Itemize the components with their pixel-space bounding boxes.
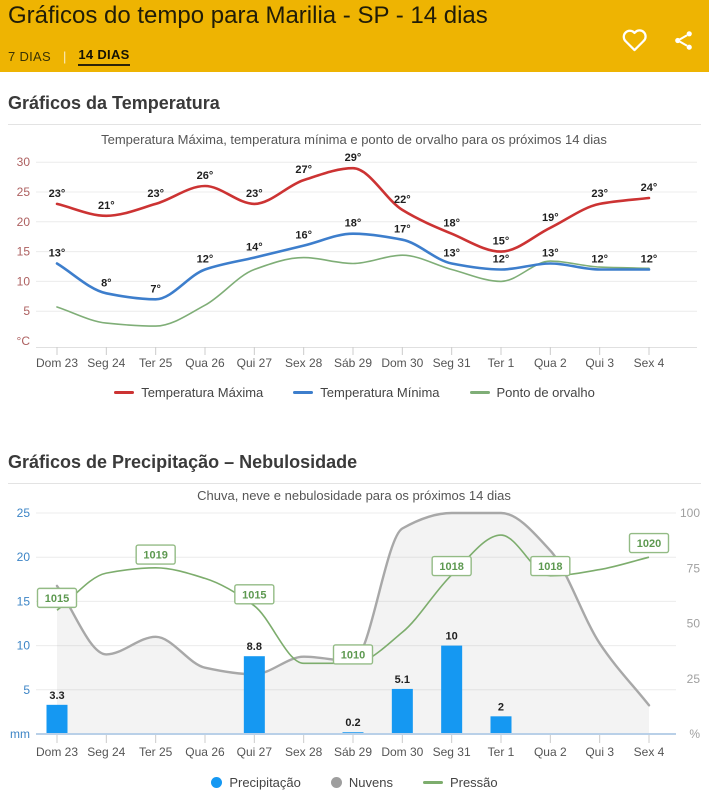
- y-axis-label: 5: [23, 304, 30, 319]
- pressure-label-value: 1018: [538, 561, 563, 574]
- pressure-label-value: 1015: [242, 589, 267, 602]
- x-axis-label: Qui 3: [585, 356, 615, 370]
- x-axis-label: Dom 30: [381, 745, 424, 759]
- legend-item[interactable]: [211, 775, 301, 790]
- left-axis-label: 5: [23, 682, 30, 697]
- heart-icon[interactable]: [621, 28, 648, 53]
- legend-marker: [470, 391, 490, 394]
- legend-label: Temperatura Máxima: [141, 384, 264, 400]
- legend-item[interactable]: [293, 385, 439, 400]
- legend-item[interactable]: [423, 775, 498, 790]
- x-axis-label: Dom 23: [35, 356, 79, 370]
- legend-label: Pressão: [449, 774, 498, 790]
- point-label: 19°: [542, 211, 559, 224]
- left-axis-label: 10: [16, 638, 30, 653]
- x-axis-label: Qua 26: [185, 745, 225, 759]
- bar-value-label: 5.1: [394, 673, 410, 686]
- temperature-legend: [0, 381, 709, 403]
- right-axis-unit: %: [689, 727, 700, 741]
- point-label: 13°: [48, 247, 66, 260]
- point-label: 21°: [98, 199, 115, 212]
- legend-item[interactable]: [114, 385, 263, 400]
- precipitation-bar: [441, 646, 462, 734]
- x-axis-label: Qui 3: [585, 745, 615, 759]
- temp-chart-title: Temperatura Máxima, temperatura mínima e ponto de orvalho para os próximos 14 dias: [101, 132, 607, 147]
- point-label: 24°: [640, 181, 658, 194]
- left-axis-label: 25: [16, 506, 30, 520]
- temperature-chart: [0, 129, 709, 373]
- right-axis-label: 75: [686, 561, 700, 576]
- point-label: 22°: [394, 193, 411, 206]
- precipitation-bar: [47, 705, 68, 734]
- pressure-label-value: 1020: [636, 538, 662, 551]
- point-label: 7°: [150, 283, 161, 296]
- left-axis-label: 20: [16, 550, 30, 565]
- left-axis-unit: mm: [10, 727, 30, 741]
- point-label: 23°: [246, 187, 263, 200]
- point-label: 23°: [48, 187, 66, 200]
- bar-value-label: 8.8: [246, 641, 262, 654]
- point-label: 12°: [591, 253, 608, 266]
- x-axis-label: Ter 25: [138, 745, 173, 759]
- x-axis-label: Qui 27: [236, 745, 273, 759]
- x-axis-label: Qua 2: [533, 745, 567, 759]
- precipitation-bar: [244, 656, 265, 734]
- point-label: 12°: [196, 253, 214, 266]
- bar-value-label: 10: [445, 630, 458, 643]
- y-axis-unit: °C: [16, 334, 30, 348]
- x-axis-label: Qua 26: [185, 356, 225, 370]
- x-axis-label: Qua 2: [533, 356, 567, 370]
- legend-marker: [211, 777, 222, 788]
- point-label: 29°: [344, 152, 362, 165]
- legend-marker: [423, 781, 443, 784]
- legend-marker: [293, 391, 313, 394]
- point-label: 26°: [196, 170, 214, 183]
- legend-item[interactable]: [331, 775, 393, 790]
- point-label: 12°: [492, 253, 510, 266]
- precipitation-chart: [0, 488, 709, 764]
- legend-label: Precipitação: [229, 774, 301, 790]
- legend-marker: [114, 391, 134, 394]
- page-header: [0, 0, 709, 72]
- x-axis-label: Seg 24: [87, 745, 126, 759]
- dew-point-line: [57, 255, 649, 326]
- x-axis-label: Ter 1: [487, 356, 515, 370]
- point-label: 23°: [591, 187, 608, 200]
- x-axis-label: Ter 25: [138, 356, 173, 370]
- right-axis-label: 25: [686, 671, 700, 686]
- x-axis-label: Seg 31: [432, 356, 471, 370]
- temp-min-line: [57, 234, 649, 300]
- point-label: 13°: [542, 247, 559, 260]
- right-axis-label: 100: [679, 506, 700, 520]
- share-icon[interactable]: [672, 28, 695, 53]
- y-axis-label: 15: [16, 244, 30, 259]
- x-axis-label: Sáb 29: [333, 745, 373, 759]
- x-axis-label: Sex 4: [633, 356, 665, 370]
- point-label: 16°: [295, 229, 312, 242]
- temp-max-line: [57, 168, 649, 251]
- x-axis-label: Dom 30: [381, 356, 424, 370]
- left-axis-label: 15: [16, 594, 30, 609]
- point-label: 15°: [492, 235, 510, 248]
- legend-item[interactable]: [470, 385, 595, 400]
- point-label: 18°: [443, 217, 460, 230]
- point-label: 14°: [246, 241, 263, 254]
- bar-value-label: 0.2: [345, 717, 361, 730]
- x-axis-label: Sáb 29: [333, 356, 373, 370]
- temperature-section-heading: Gráficos da Temperatura: [8, 72, 701, 125]
- point-label: 17°: [394, 223, 411, 236]
- legend-label: Temperatura Mínima: [320, 384, 440, 400]
- tab-separator: |: [62, 49, 67, 64]
- tab-7-dias[interactable]: 7 DIAS: [8, 49, 51, 64]
- precipitation-bar: [490, 716, 511, 734]
- right-axis-label: 50: [686, 616, 700, 631]
- x-axis-label: Seg 24: [87, 356, 126, 370]
- pressure-label-value: 1010: [340, 649, 366, 662]
- y-axis-label: 10: [16, 274, 30, 289]
- x-axis-label: Seg 31: [432, 745, 471, 759]
- header-actions: [621, 28, 695, 53]
- legend-label: Ponto de orvalho: [496, 384, 595, 400]
- y-axis-label: 20: [16, 214, 30, 229]
- legend-marker: [331, 777, 342, 788]
- bar-value-label: 3.3: [49, 689, 65, 702]
- x-axis-label: Ter 1: [487, 745, 515, 759]
- x-axis-label: Sex 4: [633, 745, 665, 759]
- pressure-label-value: 1015: [44, 592, 70, 605]
- point-label: 18°: [344, 217, 362, 230]
- bar-value-label: 2: [497, 701, 505, 714]
- y-axis-label: 25: [16, 185, 30, 199]
- page-title: Gráficos do tempo para Marilia - SP - 14 dias: [8, 2, 488, 29]
- x-axis-label: Qui 27: [236, 356, 273, 370]
- y-axis-label: 30: [16, 155, 30, 170]
- precipitation-legend: [0, 772, 709, 792]
- point-label: 13°: [443, 247, 460, 260]
- x-axis-label: Dom 23: [35, 745, 79, 759]
- point-label: 27°: [295, 164, 312, 177]
- tab-14-dias[interactable]: 14 DIAS: [78, 47, 129, 66]
- x-axis-label: Sex 28: [284, 356, 323, 370]
- precip-chart-title: Chuva, neve e nebulosidade para os próximos 14 dias: [197, 488, 511, 503]
- pressure-label-value: 1019: [143, 549, 168, 562]
- x-axis-label: Sex 28: [284, 745, 323, 759]
- point-label: 8°: [101, 277, 112, 290]
- precipitation-bar: [392, 689, 413, 734]
- point-label: 23°: [147, 187, 164, 200]
- point-label: 12°: [640, 253, 658, 266]
- legend-label: Nuvens: [348, 774, 393, 790]
- pressure-label-value: 1018: [439, 561, 464, 574]
- precipitation-section-heading: Gráficos de Precipitação – Nebulosidade: [8, 403, 701, 484]
- day-range-tabs: [8, 47, 130, 66]
